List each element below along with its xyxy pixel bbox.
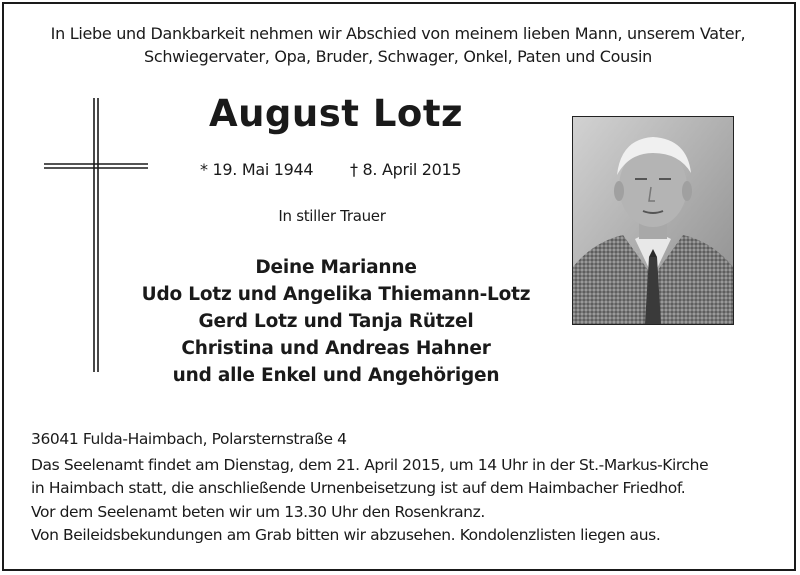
intro-text — [0, 22, 796, 68]
family-list — [100, 254, 572, 389]
mourning-label: In stiller Trauer — [278, 207, 386, 225]
family-member: Deine Marianne — [255, 257, 417, 278]
details-line-1: Das Seelenamt findet am Dienstag, dem 21. April 2015, um 14 Uhr in der St.-Markus-Kirche — [31, 455, 709, 474]
family-member: Udo Lotz und Angelika Thiemann-Lotz — [141, 284, 531, 305]
family-member: Gerd Lotz und Tanja Rützel — [198, 311, 474, 332]
family-member: Christina und Andreas Hahner — [181, 338, 491, 359]
family-address: 36041 Fulda-Haimbach, Polarsternstraße 4 — [31, 430, 347, 448]
death-date: † 8. April 2015 — [350, 160, 462, 179]
intro-line-2: Schwiegervater, Opa, Bruder, Schwager, Onkel, Paten und Cousin — [143, 47, 652, 66]
portrait-image — [573, 117, 733, 324]
details-line-3: Vor dem Seelenamt beten wir um 13.30 Uhr den Rosenkranz. — [31, 502, 485, 521]
intro-line-1: In Liebe und Dankbarkeit nehmen wir Abschied von meinem lieben Mann, unserem Vater, — [50, 24, 746, 43]
details-line-2: in Haimbach statt, die anschließende Urnenbeisetzung ist auf dem Haimbacher Friedhof. — [31, 479, 686, 497]
portrait-photo — [572, 116, 734, 325]
details-line-4: Von Beileidsbekundungen am Grab bitten wir abzusehen. Kondolenzlisten liegen aus. — [31, 526, 661, 544]
family-member: und alle Enkel und Angehörigen — [172, 365, 500, 386]
birth-date: * 19. Mai 1944 — [200, 160, 314, 179]
service-details — [31, 428, 771, 548]
deceased-name: August Lotz — [208, 92, 464, 135]
